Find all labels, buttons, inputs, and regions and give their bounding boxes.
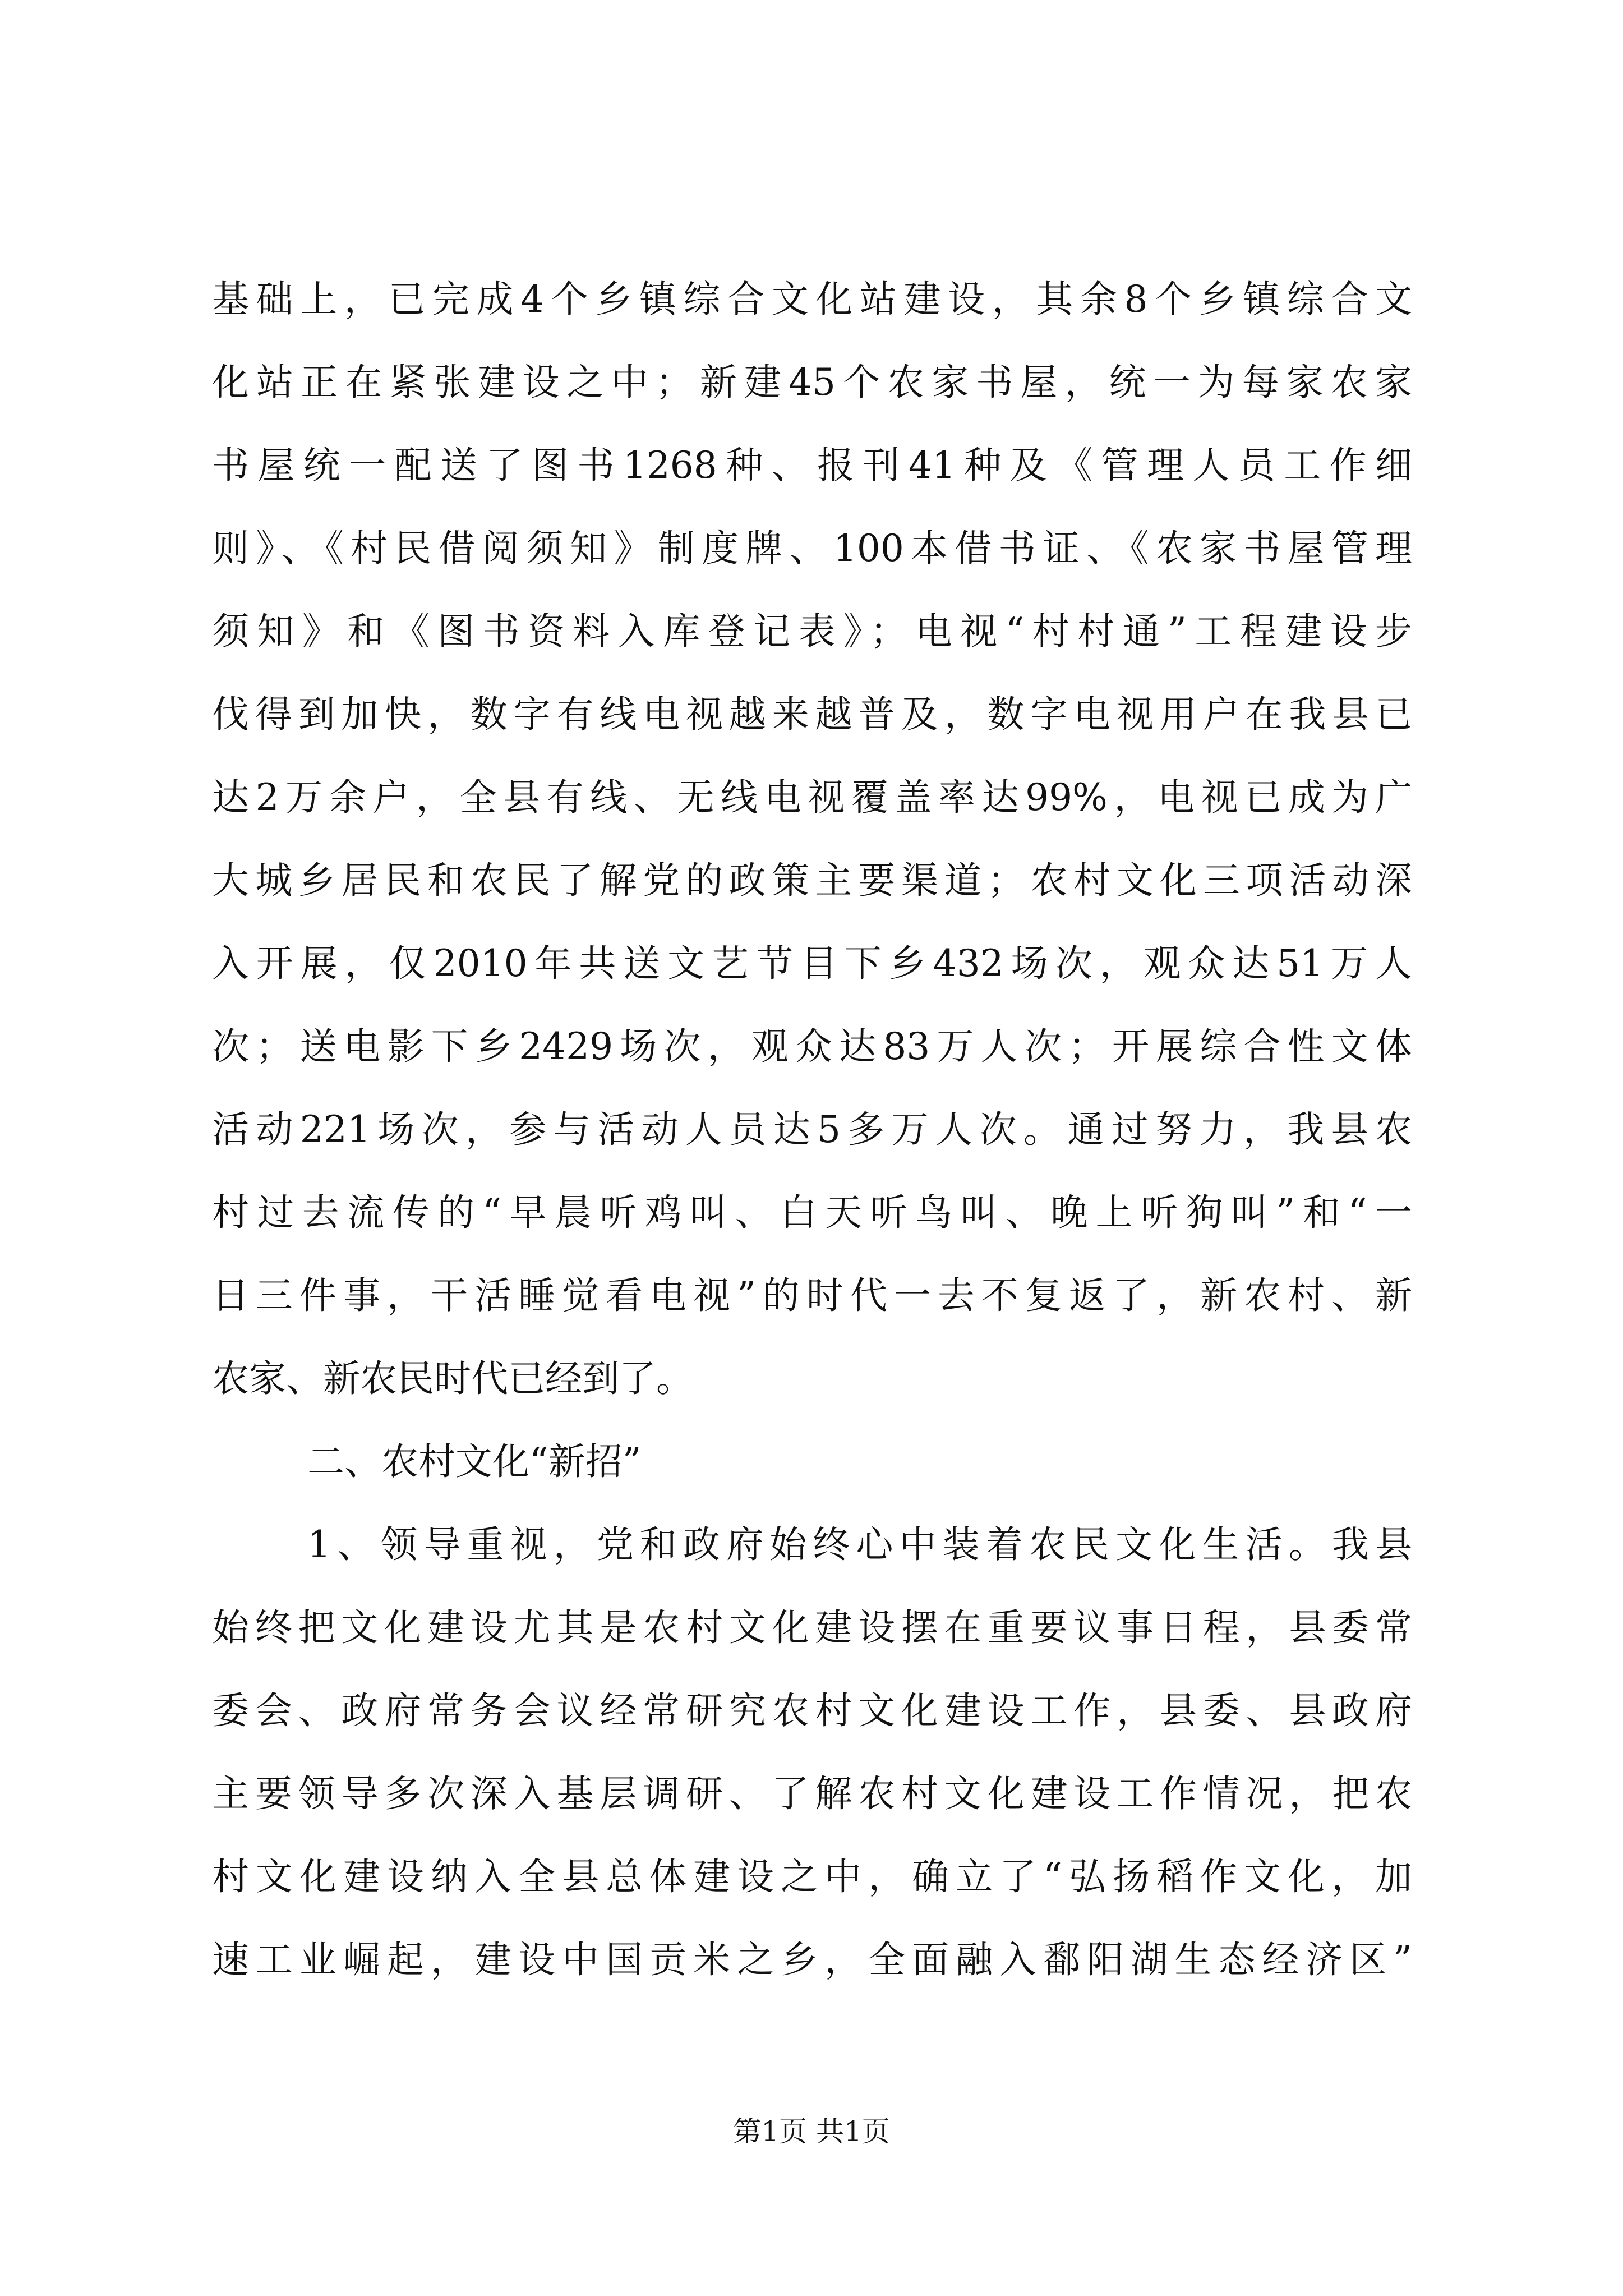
text-line: 则》、《村民借阅须知》制度牌、100本借书证、《农家书屋管理: [212, 527, 1412, 570]
text-line: 活动221场次，参与活动人员达5多万人次。通过努力，我县农: [212, 1108, 1412, 1151]
text-line: 农家、新农民时代已经到了。: [212, 1357, 693, 1400]
text-line: 村过去流传的“早晨听鸡叫、白天听鸟叫、晚上听狗叫”和“一: [212, 1191, 1412, 1234]
section-heading: 二、农村文化“新招”: [307, 1440, 642, 1483]
text-line: 主要领导多次深入基层调研、了解农村文化建设工作情况，把农: [212, 1772, 1412, 1815]
text-line: 大城乡居民和农民了解党的政策主要渠道；农村文化三项活动深: [212, 859, 1412, 902]
text-line: 伐得到加快，数字有线电视越来越普及，数字电视用户在我县已: [212, 693, 1412, 736]
text-line: 村文化建设纳入全县总体建设之中，确立了“弘扬稻作文化，加: [212, 1855, 1412, 1898]
text-line: 始终把文化建设尤其是农村文化建设摆在重要议事日程，县委常: [212, 1606, 1412, 1649]
text-line: 书屋统一配送了图书1268种、报刊41种及《管理人员工作细: [212, 444, 1412, 487]
text-line: 委会、政府常务会议经常研究农村文化建设工作，县委、县政府: [212, 1689, 1412, 1732]
text-line: 须知》和《图书资料入库登记表》；电视“村村通”工程建设步: [212, 610, 1412, 653]
text-line: 化站正在紧张建设之中；新建45个农家书屋，统一为每家农家: [212, 361, 1412, 404]
text-line: 日三件事，干活睡觉看电视”的时代一去不复返了，新农村、新: [212, 1274, 1412, 1317]
text-line: 达2万余户，全县有线、无线电视覆盖率达99%，电视已成为广: [212, 776, 1412, 819]
page-number-footer: 第1页 共1页: [733, 2115, 890, 2148]
text-line: 基础上，已完成4个乡镇综合文化站建设，其余8个乡镇综合文: [212, 278, 1412, 321]
document-body: [212, 258, 1412, 2001]
text-line: 入开展，仅2010年共送文艺节目下乡432场次，观众达51万人: [212, 942, 1412, 985]
text-line: 次；送电影下乡2429场次，观众达83万人次；开展综合性文体: [212, 1025, 1412, 1068]
text-line: 速工业崛起，建设中国贡米之乡，全面融入鄱阳湖生态经济区”: [212, 1938, 1412, 1981]
text-line: 1、领导重视，党和政府始终心中装着农民文化生活。我县: [307, 1523, 1412, 1566]
